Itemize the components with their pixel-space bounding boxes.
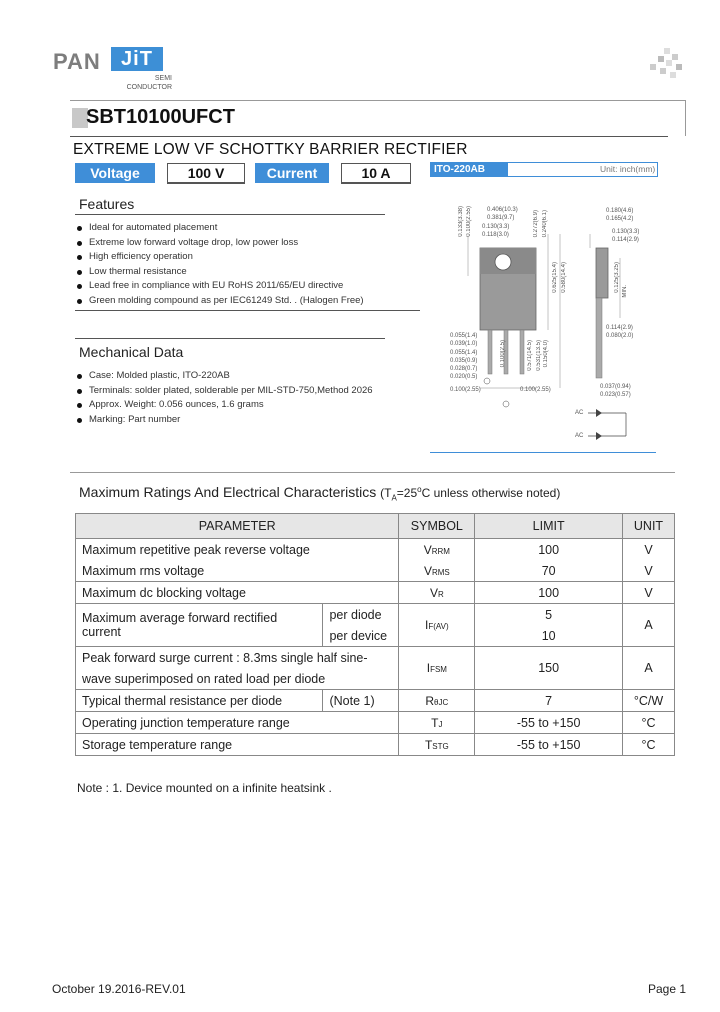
dim-label: 0.133(3.38) bbox=[458, 206, 464, 237]
list-item: Terminals: solder plated, solderable per MIL-STD-750,Method 2026 bbox=[75, 384, 420, 399]
dim-label: 0.100(2.55) bbox=[466, 206, 472, 237]
section-separator bbox=[70, 472, 675, 473]
list-item: Low thermal resistance bbox=[75, 265, 420, 280]
table-row: Maximum repetitive peak reverse voltage VRRM 100 V bbox=[76, 539, 675, 561]
logo-sub-line2: CONDUCTOR bbox=[126, 84, 172, 91]
package-bottom-rule bbox=[430, 452, 656, 453]
dim-label: 0.055(1.4) bbox=[450, 333, 478, 339]
dim-label: 0.180(4.6) bbox=[606, 208, 634, 214]
list-item: Lead free in compliance with EU RoHS 2011/65/EU directive bbox=[75, 279, 420, 294]
dim-label: 0.028(0.7) bbox=[450, 366, 478, 372]
dim-label: 0.381(9.7) bbox=[487, 215, 515, 221]
table-row: per device 10 bbox=[76, 625, 675, 647]
table-row: Storage temperature range TSTG -55 to +150 °C bbox=[76, 734, 675, 756]
logo-sub-line1: SEMI bbox=[154, 75, 172, 82]
dim-label: 0.055(1.4) bbox=[450, 350, 478, 356]
dim-label: 0.571(14.5) bbox=[527, 340, 533, 371]
dim-label: 0.130(3.3) bbox=[482, 224, 510, 230]
decorative-pixels-icon bbox=[650, 48, 686, 80]
table-row: Operating junction temperature range TJ -55 to +150 °C bbox=[76, 712, 675, 734]
list-item: Ideal for automated placement bbox=[75, 221, 420, 236]
footer-page: Page 1 bbox=[648, 982, 687, 996]
list-item: Case: Molded plastic, ITO-220AB bbox=[75, 369, 420, 384]
dim-label: 0.165(4.2) bbox=[606, 216, 634, 222]
col-parameter: PARAMETER bbox=[76, 514, 399, 539]
current-label-badge: Current bbox=[255, 163, 329, 183]
dim-label: 0.272(6.9) bbox=[533, 210, 539, 238]
table-row: Peak forward surge current : 8.3ms single half sine- IFSM 150 A bbox=[76, 647, 675, 669]
dim-label: 0.240(6.1) bbox=[542, 210, 548, 238]
table-row: Maximum dc blocking voltage VR 100 V bbox=[76, 582, 675, 604]
dim-label: MIN. bbox=[622, 285, 628, 298]
features-bottom-rule bbox=[75, 310, 420, 311]
ratings-title bbox=[79, 484, 560, 502]
dim-label: 0.150(4.0) bbox=[543, 340, 549, 368]
features-rule bbox=[75, 214, 385, 215]
dim-label: 0.125(3.25) bbox=[614, 262, 620, 293]
voltage-label-badge: Voltage bbox=[75, 163, 155, 183]
logo-subtitle bbox=[112, 74, 172, 92]
logo-pan: PAN bbox=[53, 49, 101, 74]
footnote: Note : 1. Device mounted on a infinite heatsink . bbox=[77, 781, 332, 795]
table-header-row bbox=[76, 514, 675, 539]
list-item: Marking: Part number bbox=[75, 413, 420, 428]
dim-label: 0.035(0.9) bbox=[450, 358, 478, 364]
dim-label: 0.037(0.94) bbox=[600, 384, 631, 390]
package-name: ITO-220AB bbox=[431, 163, 508, 176]
dim-label: 0.580(14.4) bbox=[561, 262, 567, 293]
col-symbol: SYMBOL bbox=[399, 514, 475, 539]
dim-label: 0.023(0.57) bbox=[600, 392, 631, 398]
header-frame-top bbox=[70, 100, 685, 101]
voltage-value-badge: 100 V bbox=[167, 163, 245, 184]
mechanical-title: Mechanical Data bbox=[79, 344, 184, 360]
features-list bbox=[75, 221, 420, 308]
list-item: High efficiency operation bbox=[75, 250, 420, 265]
pin-label: AC bbox=[575, 433, 584, 439]
list-item: Approx. Weight: 0.056 ounces, 1.6 grams bbox=[75, 398, 420, 413]
title-rule bbox=[70, 136, 668, 137]
header-frame-right bbox=[685, 100, 686, 136]
mechanical-list bbox=[75, 369, 420, 427]
table-row: wave superimposed on rated load per diode bbox=[76, 668, 675, 690]
product-subtitle: EXTREME LOW VF SCHOTTKY BARRIER RECTIFIER bbox=[73, 141, 468, 158]
dim-label: 0.114(2.9) bbox=[612, 237, 639, 243]
table-row: Maximum average forward rectified current per diode IF(AV) 5 A bbox=[76, 604, 675, 626]
dim-label: 0.039(1.0) bbox=[450, 341, 478, 347]
mechanical-top-rule bbox=[75, 338, 385, 339]
ratings-table bbox=[75, 513, 675, 756]
dim-label: 0.118(3.0) bbox=[482, 232, 509, 238]
dim-label: 0.080(2.0) bbox=[606, 333, 634, 339]
ratings-note: ($T_A=25^oC$ unless otherwise noted) bbox=[380, 485, 561, 503]
ratings-title-text: Maximum Ratings And Electrical Characteristics bbox=[79, 484, 377, 500]
table-row: Typical thermal resistance per diode (Note 1) RθJC 7 °C/W bbox=[76, 690, 675, 712]
logo-jit: JiT bbox=[111, 47, 163, 71]
current-value-badge: 10 A bbox=[341, 163, 411, 184]
dim-label: 0.531(13.5) bbox=[536, 340, 542, 371]
table-row: Maximum rms voltage VRMS 70 V bbox=[76, 560, 675, 582]
package-unit: Unit: inch(mm) bbox=[600, 164, 656, 174]
dim-label: 0.625(15.4) bbox=[552, 262, 558, 293]
pin-label: AC bbox=[575, 410, 584, 416]
list-item: Extreme low forward voltage drop, low power loss bbox=[75, 236, 420, 251]
part-number: SBT10100UFCT bbox=[86, 106, 235, 128]
list-item: Green molding compound as per IEC61249 Std. . (Halogen Free) bbox=[75, 294, 420, 309]
col-unit: UNIT bbox=[622, 514, 674, 539]
dim-label: 0.114(2.9) bbox=[606, 325, 633, 331]
col-limit: LIMIT bbox=[475, 514, 623, 539]
dim-label: 0.406(10.3) bbox=[487, 207, 518, 213]
dim-label: 0.100(2.55) bbox=[450, 387, 481, 393]
dim-label: 0.100(2.55) bbox=[520, 387, 551, 393]
features-title: Features bbox=[79, 196, 135, 212]
footer-date: October 19.2016-REV.01 bbox=[52, 982, 186, 996]
dim-label: 0.130(3.3) bbox=[612, 229, 640, 235]
dim-label: 0.020(0.5) bbox=[450, 374, 478, 380]
dim-label: 0.100(2.5) bbox=[500, 340, 506, 368]
